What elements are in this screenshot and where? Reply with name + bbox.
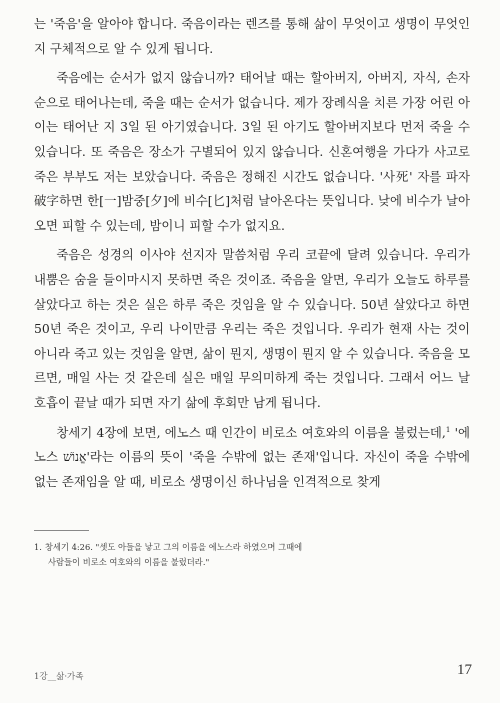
footnote-label: 1. [34,542,42,552]
footnote-text-1: 창세기 4:26. "셋도 아들을 낳고 그의 이름을 에노스라 하였으며 그때에 [44,542,303,552]
paragraph-3: 죽음은 성경의 이사야 선지자 말씀처럼 우리 코끝에 달려 있습니다. 우리가 내뿜은 숨을 들이마시지 못하면 죽은 것이죠. 죽음을 알면, 우리가 오늘도 하루를 살았다고 하는 것은 실은 하루 죽은 것임을 알 수 있습니다. 50년 살았다고 하면 50년 죽은 것이고, 우리 나이만큼 우리는 죽은 것입니다. 우리가 현재 사는 것이 아니라 죽고 있는 것임을 알면, 삶이 뭔지, 생명이 뭔지 알 수 있습니다. 죽음을 모르면, 매일 사는 것 같은데 실은 매일 무의미하게 죽는 것입니다. 그래서 어느 날 호흡이 끝날 때가 되면 자기 삶에 후회만 남게 됩니다. [34,247,470,410]
body-text [34,12,470,494]
page-number: 17 [457,662,472,678]
footnote-divider [34,530,89,531]
paragraph-2: 죽음에는 순서가 없지 않습니까? 태어날 때는 할아버지, 아버지, 자식, 손자 순으로 태어나는데, 죽을 때는 순서가 없습니다. 제가 장례식을 치른 가장 어린 아이는 태어난 지 3일 된 아기였습니다. 3일 된 아기도 할아버지보다 먼저 죽을 수 있습니다. 또 죽음은 장소가 구별되어 있지 않습니다. 신혼여행을 가다가 사고로 죽은 부부도 저는 보았습니다. 죽음은 정해진 시간도 없습니다. '사死' 자를 파자破字하면 한[一]밤중[夕]에 비수[匕]처럼 날아온다는 뜻입니다. 낮에 비수가 날아오면 피할 수 있는데, 밤이니 피할 수가 없지요. [34,70,470,233]
footnote-reference[interactable]: 1 [445,425,451,434]
paragraph-1: 는 '죽음'을 알아야 합니다. 죽음이라는 렌즈를 통해 삶이 무엇이고 생명이 무엇인지 구체적으로 알 수 있게 됩니다. [34,16,470,56]
paragraph-4 [34,421,470,495]
footnote-line-2: 사람들이 비로소 여호와의 이름을 불렀더라." [48,557,210,567]
footnote [34,540,464,570]
running-head: 1강__삶·가족 [34,672,84,682]
paragraph-4-text-a: 창세기 4장에 보면, 에노스 때 인간이 비로소 여호와의 이름을 불렀는데, [56,424,446,440]
footnote-line-1 [34,540,464,555]
paragraph-4-text-b: '에노스 אֱנוֹשׁ'라는 이름의 뜻이 '죽을 수밖에 없는 존재'입니다. 자신이 죽을 수밖에 없는 존재임을 알 때, 비로소 생명이신 하나님을 인격적으로 찾게 [34,424,470,489]
